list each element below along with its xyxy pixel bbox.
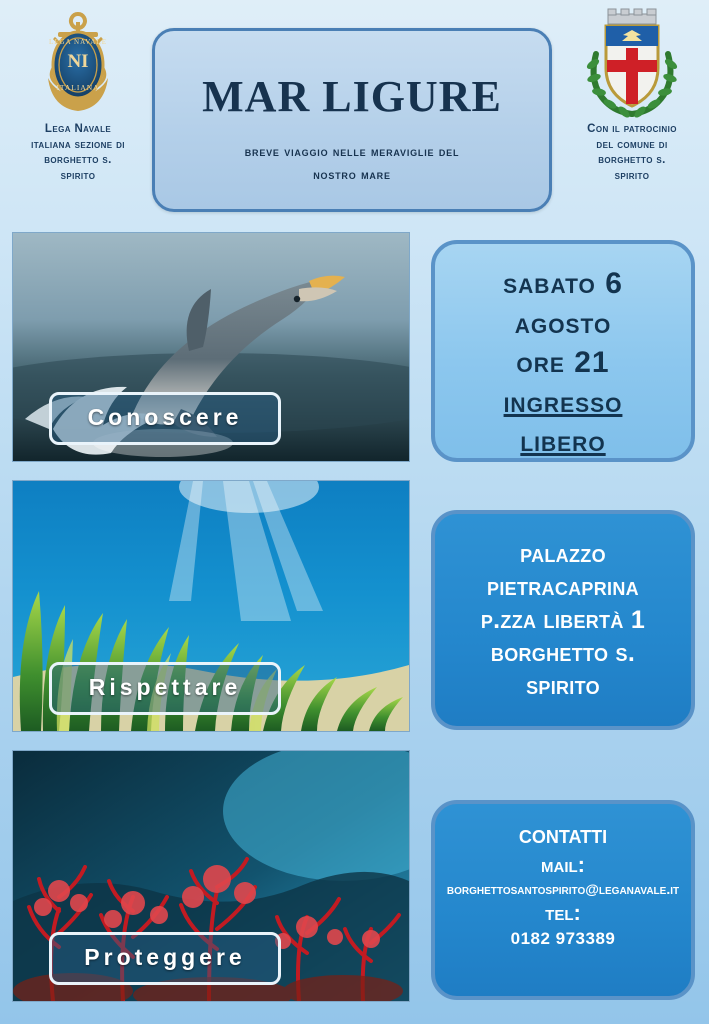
caption-line: borghetto s. [44, 154, 112, 167]
event-date-panel [431, 240, 695, 462]
date-line: ore 21 [516, 346, 610, 380]
date-line: agosto [514, 306, 612, 340]
venue-line: borghetto s. [490, 639, 636, 667]
venue-line: palazzo [520, 540, 606, 568]
date-line: ingresso [503, 385, 623, 419]
mail-label: mail: [541, 852, 585, 878]
poster-header [0, 0, 709, 232]
tel-value[interactable]: 0182 973389 [510, 929, 616, 949]
caption-line: borghetto s. [598, 154, 666, 167]
dolphin-photo [12, 232, 410, 462]
lega-navale-caption [18, 122, 138, 184]
page-subtitle [155, 141, 549, 187]
venue-panel [431, 510, 695, 730]
coral-photo [12, 750, 410, 1002]
posidonia-photo [12, 480, 410, 732]
page-title: MAR LIGURE [202, 72, 502, 121]
anchor-lni-badge-icon [34, 8, 122, 120]
caption-line: spirito [60, 169, 96, 182]
contacts-title: contatti [518, 821, 608, 849]
lega-navale-logo-block [18, 8, 138, 184]
subtitle-line: nostro mare [313, 166, 391, 182]
comune-logo-block [567, 8, 697, 184]
date-line: sabato 6 [503, 267, 623, 300]
venue-line: p.zza libertà 1 [480, 606, 646, 634]
ribbon-conoscere: Conoscere [49, 392, 281, 445]
comune-caption [567, 122, 697, 184]
svg-text:LEGA NAVALE: LEGA NAVALE [49, 38, 107, 46]
date-line: libero [520, 425, 606, 459]
caption-line: Con il patrocinio [587, 123, 677, 135]
caption-line: Lega Navale [44, 123, 112, 135]
caption-line: italiana sezione di [31, 138, 125, 151]
ribbon-rispettare: Rispettare [49, 662, 281, 715]
svg-text:ITALIANA: ITALIANA [56, 83, 100, 92]
caption-line: del comune di [596, 138, 668, 151]
tel-label: tel: [545, 899, 581, 925]
venue-line: pietracaprina [487, 573, 639, 601]
svg-text:NI: NI [67, 51, 89, 72]
venue-line: spirito [526, 672, 600, 700]
title-box [152, 28, 552, 212]
ribbon-proteggere: Proteggere [49, 932, 281, 985]
subtitle-line: breve viaggio nelle meraviglie del [244, 144, 460, 159]
caption-line: spirito [614, 169, 650, 182]
mail-value[interactable]: borghettosantospirito@leganavale.it [446, 880, 680, 897]
contacts-panel [431, 800, 695, 1000]
comune-crest-icon [580, 8, 684, 120]
